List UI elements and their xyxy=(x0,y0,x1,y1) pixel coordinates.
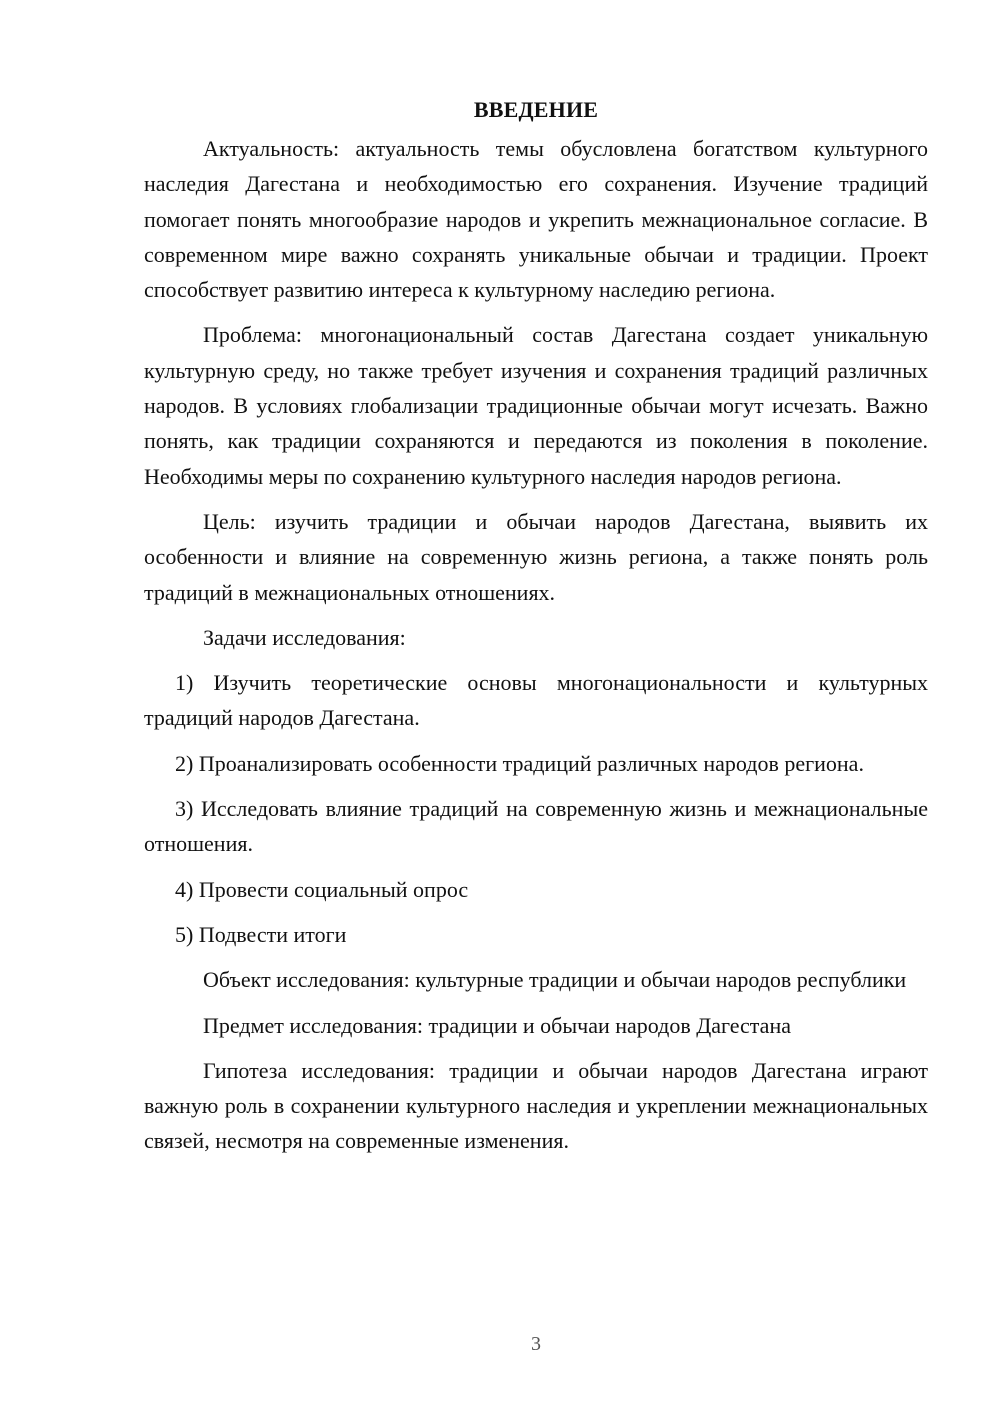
hypothesis-paragraph: Гипотеза исследования: традиции и обычаи народов Дагестана играют важную роль в сохранении культурного наследия и укреплении межнациональных связей, несмотря на современные изменения. xyxy=(144,1057,928,1154)
goal-paragraph: Цель: изучить традиции и обычаи народов Дагестана, выявить их особенности и влияние на современную жизнь региона, а также понять роль традиций в межнациональных отношениях. xyxy=(144,508,928,605)
page-number: 3 xyxy=(531,1333,541,1355)
relevance-paragraph: Актуальность: актуальность темы обусловлена богатством культурного наследия Дагестана и необходимостью его сохранения. Изучение традиций помогает понять многообразие народов и укрепить межнациональное согласие. В современном мире важно сохранять уникальные обычаи и традиции. Проект способствует развитию интереса к культурному наследию региона. xyxy=(144,136,928,303)
subject-paragraph: Предмет исследования: традиции и обычаи народов Дагестана xyxy=(203,1012,791,1038)
problem-paragraph: Проблема: многонациональный состав Дагестана создает уникальную культурную среду, но также требует изучения и сохранения традиций различных народов. В условиях глобализации традиционные обычаи могут исчезать. Важно понять, как традиции сохраняются и передаются из поколения в поколение. Необходимы меры по сохранению культурного наследия народов региона. xyxy=(144,322,928,489)
document-body xyxy=(144,92,928,1169)
task-item-4: 4) Провести социальный опрос xyxy=(175,876,469,902)
object-paragraph: Объект исследования: культурные традиции и обычаи народов республики xyxy=(203,967,907,993)
task-item-3: 3) Исследовать влияние традиций на современную жизнь и межнациональные отношения. xyxy=(144,796,928,857)
task-item-1: 1) Изучить теоретические основы многонациональности и культурных традиций народов Дагестана. xyxy=(144,670,928,731)
section-heading: ВВЕДЕНИЕ xyxy=(473,97,599,122)
task-item-2: 2) Проанализировать особенности традиций различных народов региона. xyxy=(175,750,864,776)
tasks-title: Задачи исследования: xyxy=(203,624,406,650)
task-item-5: 5) Подвести итоги xyxy=(175,921,347,947)
